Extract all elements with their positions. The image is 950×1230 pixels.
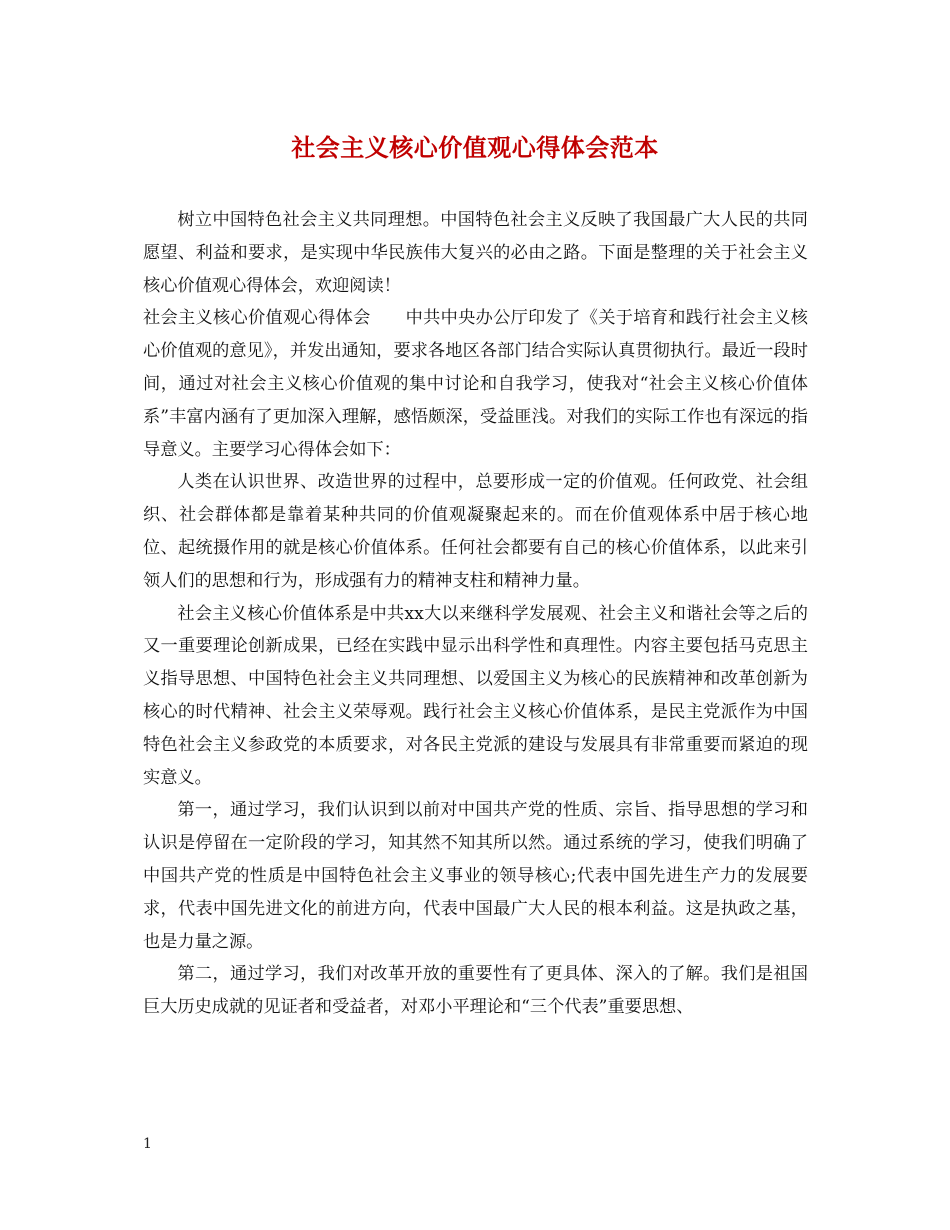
document-body	[143, 204, 808, 1024]
paragraph-intro: 树立中国特色社会主义共同理想。中国特色社会主义反映了我国最广大人民的共同愿望、利益和要求，是实现中华民族伟大复兴的必由之路。下面是整理的关于社会主义核心价值观心得体会，欢迎阅读！	[143, 210, 808, 296]
page-number: 1	[143, 1136, 152, 1152]
paragraph-second: 第二，通过学习，我们对改革开放的重要性有了更具体、深入的了解。我们是祖国巨大历史成就的见证者和受益者，对邓小平理论和“三个代表”重要思想、	[143, 964, 808, 1018]
paragraph-first: 第一，通过学习，我们认识到以前对中国共产党的性质、宗旨、指导思想的学习和认识是停留在一定阶段的学习，知其然不知其所以然。通过系统的学习，使我们明确了中国共产党的性质是中国特色社会主义事业的领导核心;代表中国先进生产力的发展要求，代表中国先进文化的前进方向，代表中国最广大人民的根本利益。这是执政之基，也是力量之源。	[143, 800, 808, 952]
paragraph-values: 人类在认识世界、改造世界的过程中，总要形成一定的价值观。任何政党、社会组织、社会群体都是靠着某种共同的价值观凝聚起来的。而在价值观体系中居于核心地位、起统摄作用的就是核心价值体系。任何社会都要有自己的核心价值体系，以此来引领人们的思想和行为，形成强有力的精神支柱和精神力量。	[143, 472, 808, 591]
document-title: 社会主义核心价值观心得体会范本	[291, 133, 659, 162]
paragraph-notice: 社会主义核心价值观心得体会 中共中央办公厅印发了《关于培育和践行社会主义核心价值观的意见》，并发出通知，要求各地区各部门结合实际认真贯彻执行。最近一段时间，通过对社会主义核心价值观的集中讨论和自我学习，使我对“社会主义核心价值体系”丰富内涵有了更加深入理解，感悟颇深，受益匪浅。对我们的实际工作也有深远的指导意义。主要学习心得体会如下：	[143, 308, 808, 460]
paragraph-system: 社会主义核心价值体系是中共xx大以来继科学发展观、社会主义和谐社会等之后的又一重要理论创新成果，已经在实践中显示出科学性和真理性。内容主要包括马克思主义指导思想、中国特色社会主义共同理想、以爱国主义为核心的民族精神和改革创新为核心的时代精神、社会主义荣辱观。践行社会主义核心价值体系，是民主党派作为中国特色社会主义参政党的本质要求，对各民主党派的建设与发展具有非常重要而紧迫的现实意义。	[143, 603, 808, 788]
